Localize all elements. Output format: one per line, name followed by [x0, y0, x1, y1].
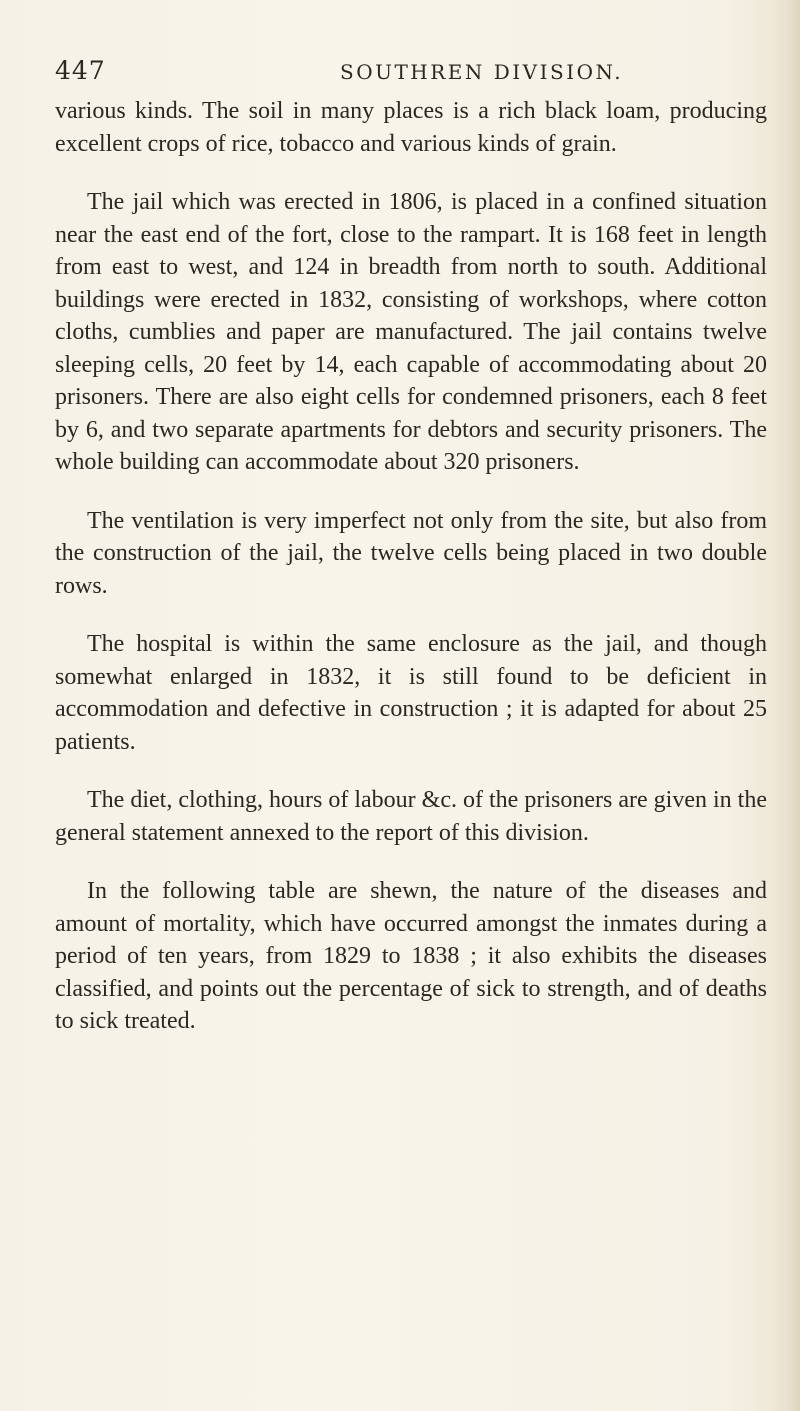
paragraph-jail-description: The jail which was erected in 1806, is placed in a confined situation near the east end of the fort, close to the rampart. It is 168 feet in length from east to west, and 124 in breadth from north to south. Additional buildings were erected in 1832, consisting of workshops, where cotton cloths, cumblies and paper are manufactured. The jail contains twelve sleeping cells, 20 feet by 14, each capable of accommodating about 20 prisoners. There are also eight cells for condemned prisoners, each 8 feet by 6, and two separate apartments for debtors and security prisoners. The whole building can accommodate about 320 prisoners. — [55, 189, 767, 475]
page-edge-shadow — [774, 0, 800, 1411]
paragraph-table-intro: In the following table are shewn, the nature of the diseases and amount of mortality, which have occurred amongst the inmates during a period of ten years, from 1829 to 1838 ; it also exhibits the diseases classified, and points out the percentage of sick to strength, and of deaths to sick treated. — [55, 878, 767, 1034]
body-text — [55, 95, 767, 1064]
paragraph-continued: various kinds. The soil in many places is a rich black loam, producing excellent crops of rice, tobacco and various kinds of grain. — [55, 98, 767, 157]
paragraph-hospital: The hospital is within the same enclosure as the jail, and though somewhat enlarged in 1832, it is still found to be deficient in accommodation and defective in construction ; it is adapted for about 25 patients. — [55, 631, 767, 755]
paragraph-ventilation: The ventilation is very imperfect not only from the site, but also from the construction of the jail, the twelve cells being placed in two double rows. — [55, 507, 767, 599]
running-head — [55, 56, 755, 86]
page-number: 447 — [55, 56, 106, 85]
running-head-title: SOUTHREN DIVISION. — [340, 60, 624, 84]
paragraph-diet: The diet, clothing, hours of labour &c. of the prisoners are given in the general statement annexed to the report of this division. — [55, 787, 767, 846]
